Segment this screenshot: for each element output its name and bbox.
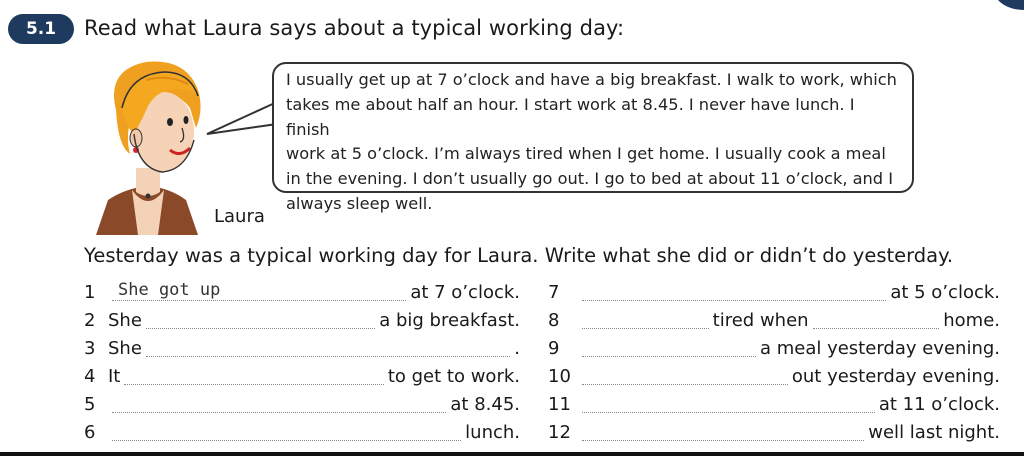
item-suffix: at 7 o’clock.	[410, 282, 520, 303]
answer-blank[interactable]	[582, 395, 875, 413]
speaker-name: Laura	[214, 206, 265, 227]
answer-blank[interactable]	[582, 423, 864, 441]
answer-blank[interactable]	[582, 367, 788, 385]
exercise-item-5	[84, 392, 520, 416]
exercise-item-10	[548, 364, 1000, 388]
exercise-item-4	[84, 364, 520, 388]
item-suffix: at 8.45.	[450, 394, 520, 415]
item-number: 2	[84, 310, 96, 331]
answer-blank[interactable]	[112, 280, 406, 301]
item-number: 10	[548, 366, 571, 387]
exercise-item-7	[548, 280, 1000, 304]
exercise-number-badge: 5.1	[8, 14, 74, 44]
answer-blank[interactable]	[146, 311, 375, 329]
item-suffix: .	[514, 338, 520, 359]
item-prefix: She	[108, 310, 142, 331]
item-number: 3	[84, 338, 96, 359]
item-number: 1	[84, 282, 96, 303]
answer-blank[interactable]	[146, 339, 510, 357]
answer-blank[interactable]	[112, 423, 461, 441]
speech-line: I usually get up at 7 o’clock and have a big breakfast. I walk to work, which	[286, 70, 897, 89]
answer-blank[interactable]	[582, 311, 709, 329]
speech-line: work at 5 o’clock. I’m always tired when I get home. I usually cook a meal	[286, 144, 886, 164]
item-number: 6	[84, 422, 96, 443]
handwritten-answer: She got up	[118, 280, 221, 300]
item-suffix: home.	[943, 310, 1001, 331]
item-prefix: She	[108, 338, 142, 359]
speech-line: always sleep well.	[286, 193, 433, 213]
speech-line: in the evening. I don’t usually go out. I go to bed at about 11 o’clock, and I	[286, 169, 893, 189]
exercise-item-2	[84, 308, 520, 332]
item-suffix: out yesterday evening.	[791, 366, 1000, 387]
item-number: 8	[548, 310, 560, 331]
bottom-rule	[0, 452, 1024, 456]
laura-illustration	[86, 50, 216, 235]
item-suffix: a big breakfast.	[379, 310, 520, 331]
item-prefix: It	[108, 366, 121, 387]
item-number: 5	[84, 394, 96, 415]
exercise-item-8	[548, 308, 1000, 332]
speech-bubble-tail	[205, 100, 280, 145]
item-number: 7	[548, 282, 560, 303]
exercise-instruction: Yesterday was a typical working day for Laura. Write what she did or didn’t do yesterday.	[84, 244, 954, 267]
item-suffix: to get to work.	[387, 366, 520, 387]
answer-blank[interactable]	[124, 367, 383, 385]
exercise-item-9	[548, 336, 1000, 360]
item-suffix: at 11 o’clock.	[878, 394, 1000, 415]
exercise-item-11	[548, 392, 1000, 416]
item-number: 11	[548, 394, 571, 415]
item-number: 4	[84, 366, 96, 387]
item-middle: tired when	[712, 310, 809, 331]
item-suffix: at 5 o’clock.	[890, 282, 1000, 303]
exercise-item-12	[548, 420, 1000, 444]
item-number: 12	[548, 422, 571, 443]
answer-blank[interactable]	[112, 395, 446, 413]
exercise-item-1	[84, 280, 520, 304]
answer-blank[interactable]	[813, 311, 940, 329]
exercise-item-3	[84, 336, 520, 360]
corner-decoration	[994, 0, 1024, 10]
exercise-title: Read what Laura says about a typical working day:	[84, 16, 625, 40]
answer-blank[interactable]	[582, 283, 886, 301]
item-suffix: lunch.	[465, 422, 520, 443]
exercise-item-6	[84, 420, 520, 444]
item-suffix: a meal yesterday evening.	[759, 338, 1000, 359]
speech-bubble	[272, 62, 914, 213]
speech-line: takes me about half an hour. I start work at 8.45. I never have lunch. I finish	[286, 94, 855, 139]
item-suffix: well last night.	[868, 422, 1000, 443]
answer-blank[interactable]	[582, 339, 756, 357]
item-number: 9	[548, 338, 560, 359]
